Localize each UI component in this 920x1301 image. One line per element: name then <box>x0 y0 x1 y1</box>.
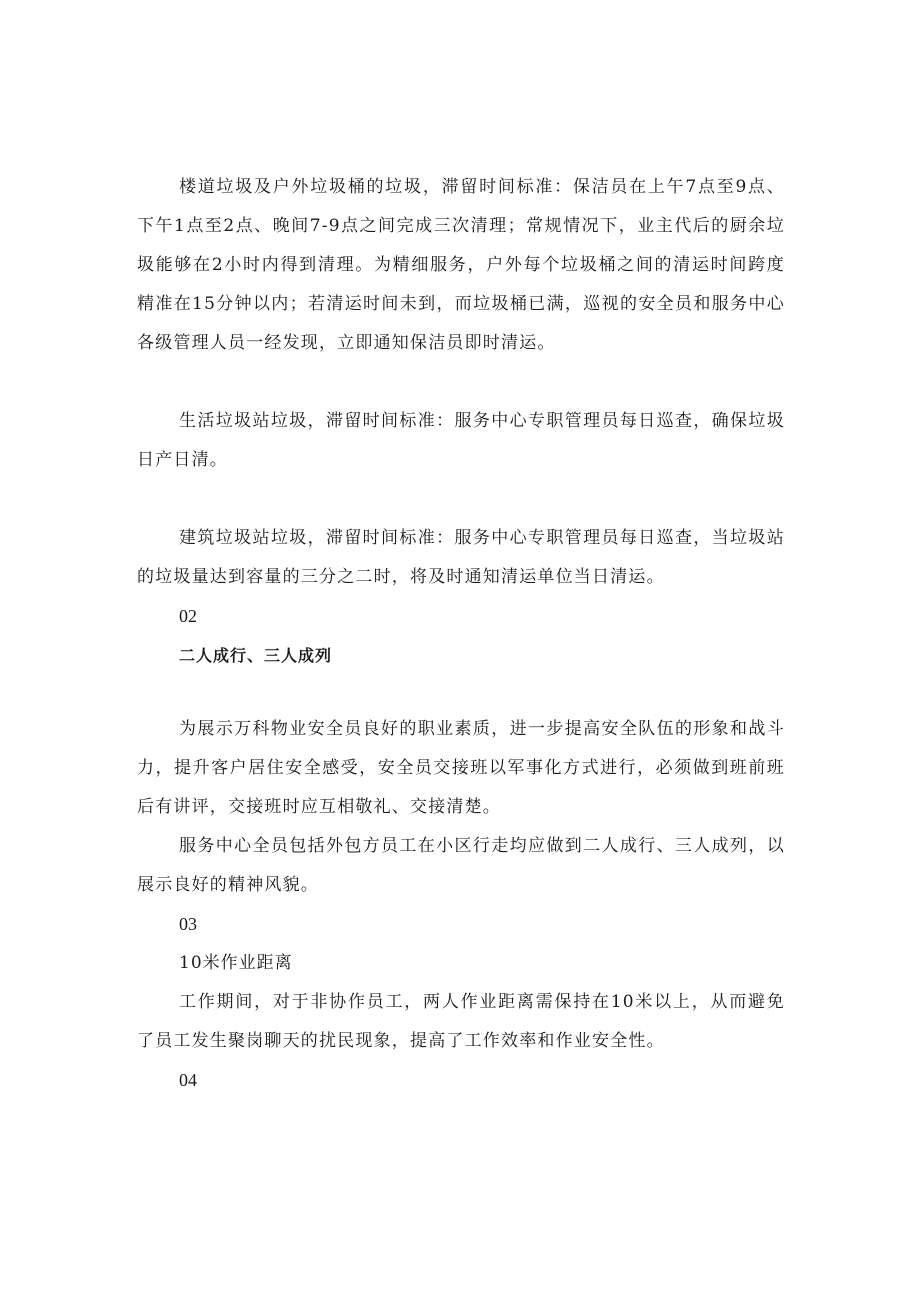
spacer <box>137 363 785 402</box>
paragraph-construction-garbage-station: 建筑垃圾站垃圾，滞留时间标准：服务中心专职管理员每日巡查，当垃圾站的垃圾量达到容量的三分之二时，将及时通知清运单位当日清运。 <box>137 528 785 587</box>
section-number-02: 02 <box>179 606 197 626</box>
paragraph-corridor-garbage: 楼道垃圾及户外垃圾桶的垃圾，滞留时间标准：保洁员在上午7点至9点、下午1点至2点、晚间7-9点之间完成三次清理；常规情况下，业主代后的厨余垃圾能够在2小时内得到清理。为精细服务，户外每个垃圾桶之间的清运时间跨度精准在15分钟以内；若清运时间未到，而垃圾桶已满，巡视的安全员和服务中心各级管理人员一经发现，立即通知保洁员即时清运。 <box>137 177 785 353</box>
section-number-03: 03 <box>179 914 197 934</box>
paragraph-household-garbage-station: 生活垃圾站垃圾，滞留时间标准：服务中心专职管理员每日巡查，确保垃圾日产日清。 <box>137 411 785 470</box>
section-title-03: 10米作业距离 <box>179 953 293 973</box>
document-body <box>137 168 785 1100</box>
paragraph-walking-formation: 服务中心全员包括外包方员工在小区行走均应做到二人成行、三人成列，以展示良好的精神风貌。 <box>137 836 785 895</box>
section-number-04: 04 <box>179 1070 197 1090</box>
spacer <box>137 675 785 710</box>
section-title-02: 二人成行、三人成列 <box>179 646 333 665</box>
paragraph-work-distance: 工作期间，对于非协作员工，两人作业距离需保持在10米以上，从而避免了员工发生聚岗聊天的扰民现象，提高了工作效率和作业安全性。 <box>137 992 785 1051</box>
spacer <box>137 480 785 519</box>
paragraph-security-staff: 为展示万科物业安全员良好的职业素质，进一步提高安全队伍的形象和战斗力，提升客户居住安全感受，安全员交接班以军事化方式进行，必须做到班前班后有讲评，交接班时应互相敬礼、交接清楚。 <box>137 719 785 817</box>
